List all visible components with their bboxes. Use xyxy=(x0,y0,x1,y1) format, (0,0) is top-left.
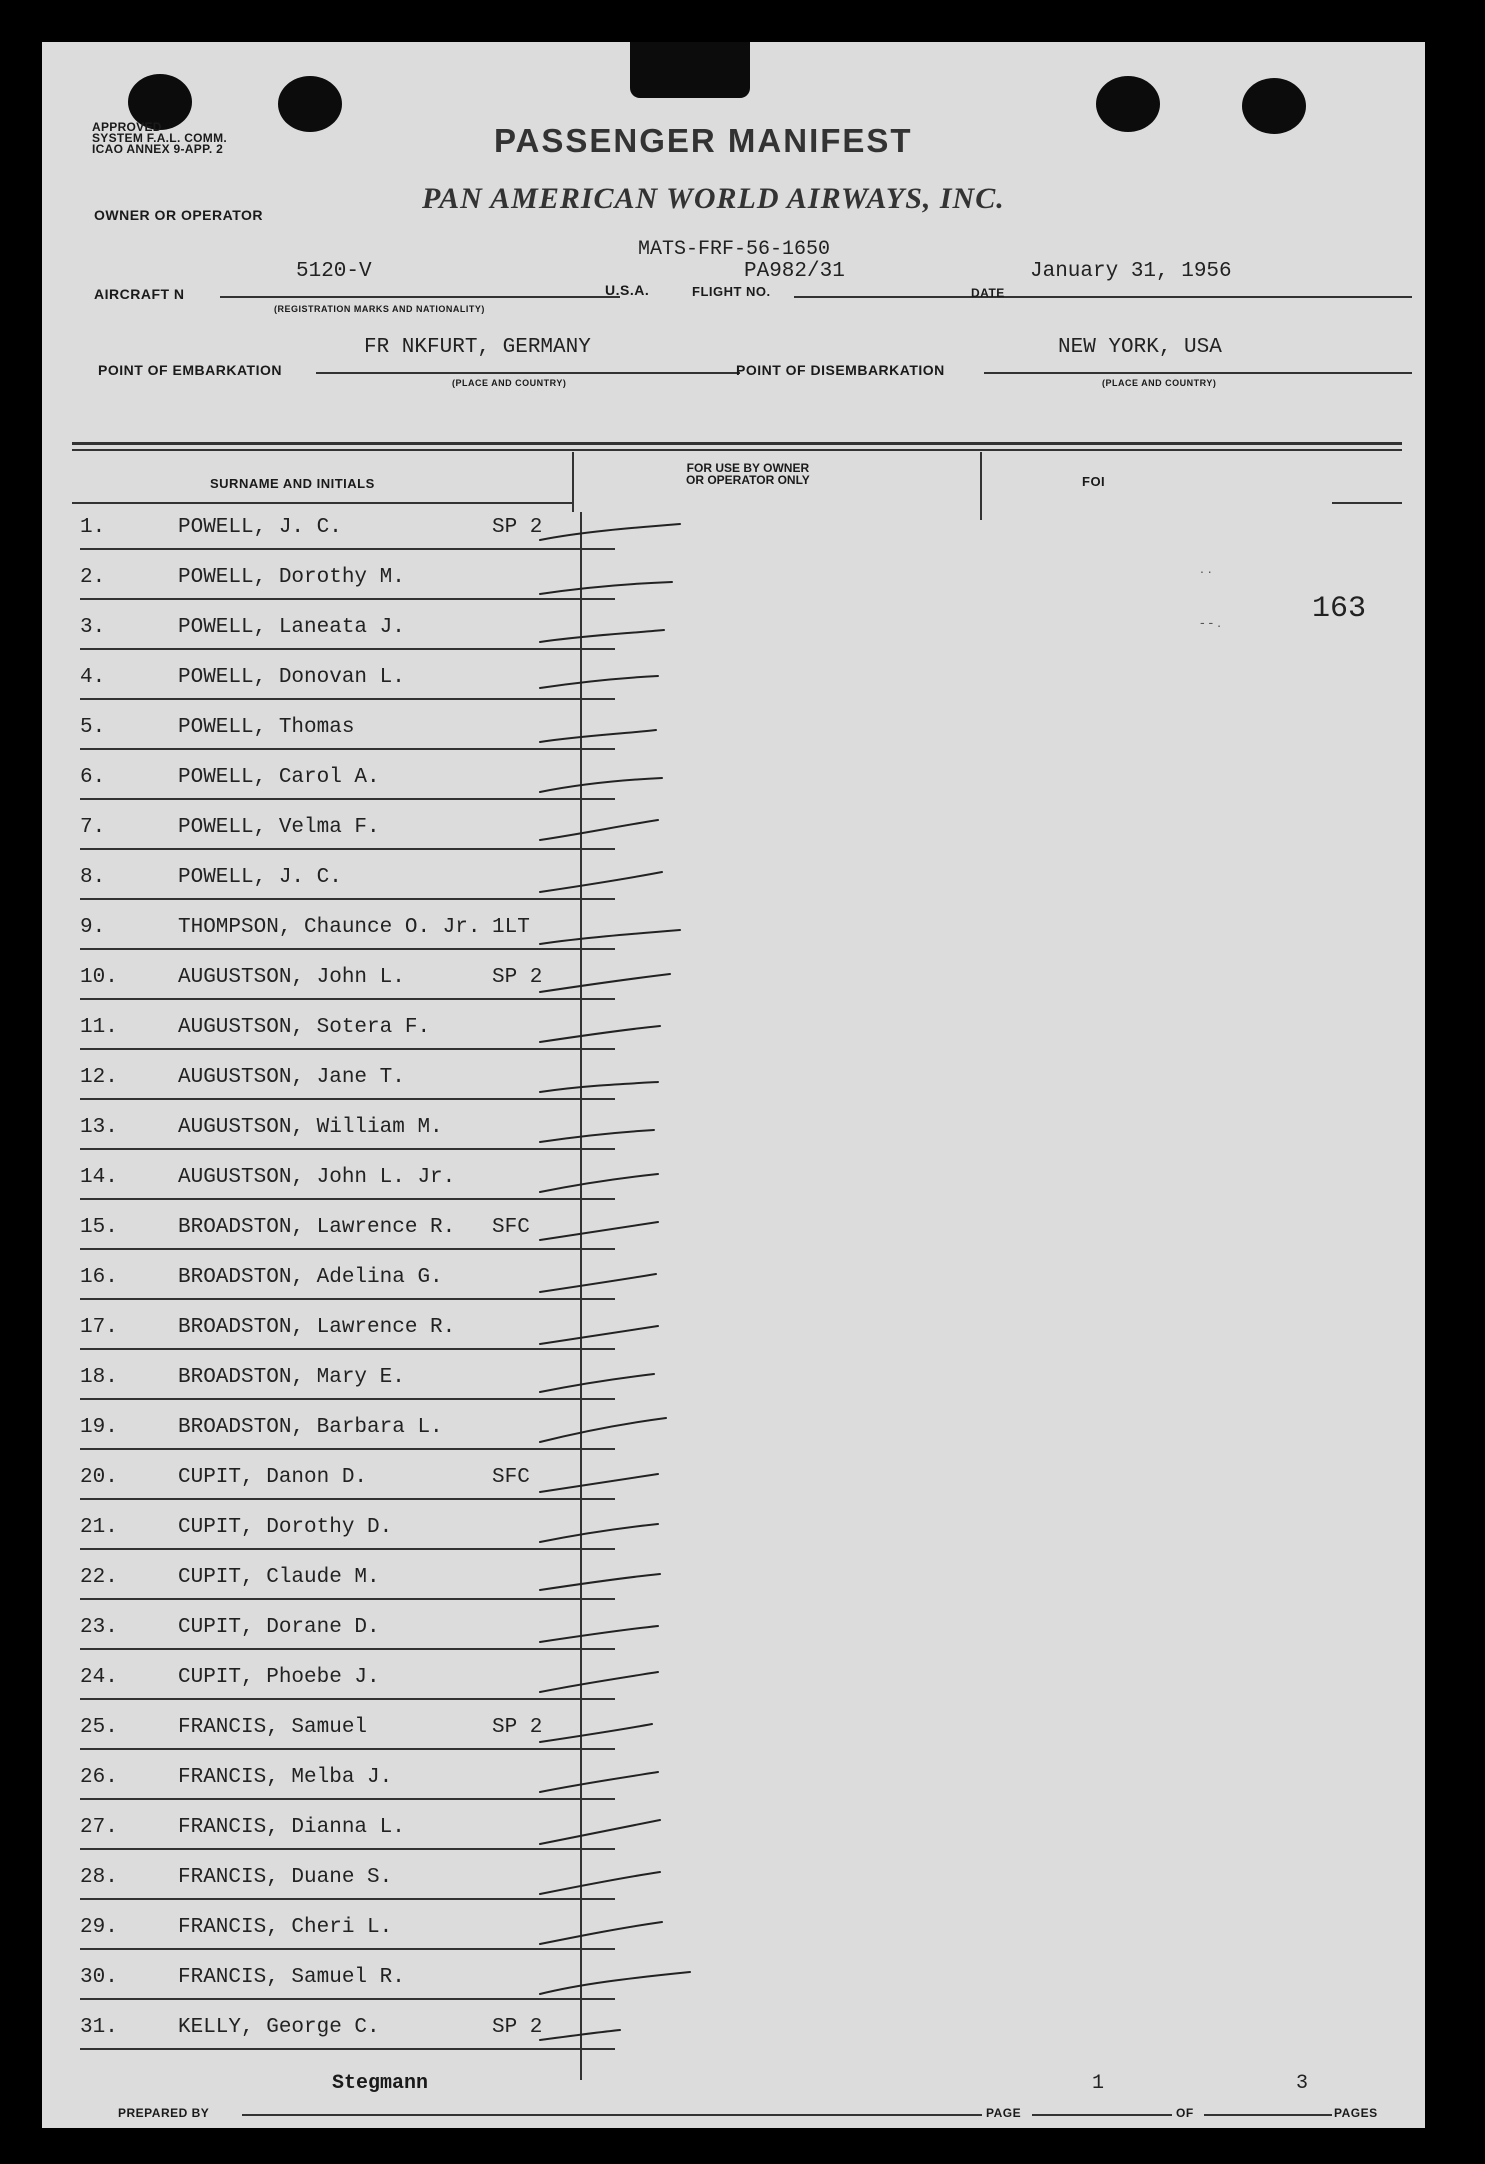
check-mark xyxy=(540,968,690,1008)
list-item xyxy=(80,1160,620,1208)
passenger-name: AUGUSTSON, John L. Jr. xyxy=(178,1166,456,1189)
column-divider xyxy=(572,452,574,512)
row-underline xyxy=(80,598,615,600)
check-mark xyxy=(540,518,690,558)
row-number: 14. xyxy=(80,1166,118,1189)
disembarkation-rule xyxy=(984,372,1412,374)
passenger-name: POWELL, Laneata J. xyxy=(178,616,405,639)
place-note-2: (PLACE AND COUNTRY) xyxy=(1102,378,1217,388)
check-mark xyxy=(540,568,690,608)
row-number: 16. xyxy=(80,1266,118,1289)
check-mark xyxy=(540,1418,690,1458)
aircraft-rule xyxy=(220,296,620,298)
column-for: FOI xyxy=(1082,474,1106,489)
list-item xyxy=(80,610,620,658)
row-underline xyxy=(80,1648,615,1650)
owner-label: OWNER OR OPERATOR xyxy=(94,207,263,223)
passenger-name: FRANCIS, Melba J. xyxy=(178,1766,393,1789)
flight-value: PA982/31 xyxy=(744,260,845,283)
passenger-grade: SP 2 xyxy=(492,1716,543,1739)
faint-mark: . . xyxy=(1200,560,1212,576)
row-number: 2. xyxy=(80,566,106,589)
row-number: 20. xyxy=(80,1466,118,1489)
row-number: 13. xyxy=(80,1116,118,1139)
list-item xyxy=(80,810,620,858)
row-number: 28. xyxy=(80,1866,118,1889)
list-item xyxy=(80,560,620,608)
list-item xyxy=(80,1710,620,1758)
list-item xyxy=(80,1360,620,1408)
row-underline xyxy=(80,2048,615,2050)
passenger-name: POWELL, Thomas xyxy=(178,716,355,739)
aircraft-label: AIRCRAFT N xyxy=(94,286,185,302)
of-label: OF xyxy=(1176,2106,1194,2120)
pages-label: PAGES xyxy=(1334,2106,1378,2120)
passenger-name: CUPIT, Phoebe J. xyxy=(178,1666,380,1689)
approval-line: SYSTEM F.A.L. COMM. xyxy=(92,131,228,145)
check-mark xyxy=(540,1218,690,1258)
list-item xyxy=(80,1910,620,1958)
approval-block xyxy=(92,122,227,155)
row-underline xyxy=(80,1248,615,1250)
row-underline xyxy=(80,1548,615,1550)
flight-label: FLIGHT NO. xyxy=(692,284,771,299)
date-rule xyxy=(1014,296,1412,298)
punch-hole xyxy=(1242,78,1306,134)
column-owner-use-line: FOR USE BY OWNER xyxy=(686,461,810,475)
row-number: 4. xyxy=(80,666,106,689)
list-item xyxy=(80,1810,620,1858)
row-number: 21. xyxy=(80,1516,118,1539)
check-mark xyxy=(540,1868,690,1908)
date-value: January 31, 1956 xyxy=(1030,260,1232,283)
list-item xyxy=(80,1310,620,1358)
passenger-name: BROADSTON, Lawrence R. xyxy=(178,1216,456,1239)
approval-line: ICAO ANNEX 9-APP. 2 xyxy=(92,142,224,156)
row-number: 26. xyxy=(80,1766,118,1789)
prepared-value: Stegmann xyxy=(332,2072,429,2095)
row-number: 19. xyxy=(80,1416,118,1439)
passenger-name: AUGUSTSON, Jane T. xyxy=(178,1066,405,1089)
usa-label: U.S.A. xyxy=(605,282,650,298)
row-underline xyxy=(80,1498,615,1500)
passenger-name: BROADSTON, Barbara L. xyxy=(178,1416,443,1439)
passenger-name: CUPIT, Dorane D. xyxy=(178,1616,380,1639)
row-number: 25. xyxy=(80,1716,118,1739)
check-mark xyxy=(540,1618,690,1658)
check-mark xyxy=(540,1368,690,1408)
row-underline xyxy=(80,648,615,650)
check-mark xyxy=(540,618,690,658)
check-mark xyxy=(540,768,690,808)
passenger-name: POWELL, Donovan L. xyxy=(178,666,405,689)
passenger-name: CUPIT, Dorothy D. xyxy=(178,1516,393,1539)
check-mark xyxy=(540,1018,690,1058)
passenger-name: POWELL, Dorothy M. xyxy=(178,566,405,589)
check-mark xyxy=(540,1518,690,1558)
check-mark xyxy=(540,1468,690,1508)
row-number: 12. xyxy=(80,1066,118,1089)
row-underline xyxy=(80,1798,615,1800)
check-mark xyxy=(540,1318,690,1358)
binding-notch xyxy=(630,42,750,98)
manifest-sheet xyxy=(42,42,1425,2128)
row-number: 30. xyxy=(80,1966,118,1989)
of-value: 3 xyxy=(1296,2072,1309,2095)
row-number: 29. xyxy=(80,1916,118,1939)
embarkation-rule xyxy=(316,372,740,374)
passenger-name: BROADSTON, Lawrence R. xyxy=(178,1316,456,1339)
list-item xyxy=(80,760,620,808)
row-underline xyxy=(80,1998,615,2000)
check-mark xyxy=(540,718,690,758)
row-underline xyxy=(80,1898,615,1900)
list-item xyxy=(80,1410,620,1458)
row-number: 31. xyxy=(80,2016,118,2039)
row-number: 7. xyxy=(80,816,106,839)
passenger-name: POWELL, Carol A. xyxy=(178,766,380,789)
row-underline xyxy=(80,798,615,800)
passenger-grade: SP 2 xyxy=(492,2016,543,2039)
place-note: (PLACE AND COUNTRY) xyxy=(452,378,567,388)
check-mark xyxy=(540,1768,690,1808)
page-stamp: 163 xyxy=(1312,592,1367,626)
row-number: 10. xyxy=(80,966,118,989)
passenger-grade: SP 2 xyxy=(492,966,543,989)
row-number: 3. xyxy=(80,616,106,639)
passenger-name: BROADSTON, Mary E. xyxy=(178,1366,405,1389)
embarkation-label: POINT OF EMBARKATION xyxy=(98,362,282,378)
row-number: 1. xyxy=(80,516,106,539)
prepared-label: PREPARED BY xyxy=(118,2106,210,2120)
passenger-name: FRANCIS, Samuel R. xyxy=(178,1966,405,1989)
list-item xyxy=(80,1610,620,1658)
page-label: PAGE xyxy=(986,2106,1022,2120)
row-underline xyxy=(80,898,615,900)
list-item xyxy=(80,1860,620,1908)
list-item xyxy=(80,1760,620,1808)
row-underline xyxy=(80,1398,615,1400)
check-mark xyxy=(540,1268,690,1308)
row-number: 22. xyxy=(80,1566,118,1589)
table-top-rule-2 xyxy=(72,449,1402,451)
faint-mark: - - . xyxy=(1200,614,1221,630)
list-item xyxy=(80,1460,620,1508)
check-mark xyxy=(540,1668,690,1708)
prepared-rule xyxy=(242,2114,982,2116)
row-underline xyxy=(80,548,615,550)
passenger-name: BROADSTON, Adelina G. xyxy=(178,1266,443,1289)
passenger-name: POWELL, J. C. xyxy=(178,516,342,539)
punch-hole xyxy=(1096,76,1160,132)
row-underline xyxy=(80,1448,615,1450)
embarkation-value: FR NKFURT, GERMANY xyxy=(364,336,591,359)
of-rule xyxy=(1204,2114,1332,2116)
row-underline xyxy=(80,1198,615,1200)
check-mark xyxy=(540,1718,690,1758)
list-item xyxy=(80,860,620,908)
check-mark xyxy=(540,668,690,708)
check-mark xyxy=(540,1168,690,1208)
passenger-name: FRANCIS, Duane S. xyxy=(178,1866,393,1889)
page-value: 1 xyxy=(1092,2072,1105,2095)
list-item xyxy=(80,710,620,758)
row-number: 5. xyxy=(80,716,106,739)
row-underline xyxy=(80,1948,615,1950)
row-underline xyxy=(80,1598,615,1600)
passenger-name: POWELL, Velma F. xyxy=(178,816,380,839)
check-mark xyxy=(540,1968,690,2008)
check-mark xyxy=(540,1568,690,1608)
check-mark xyxy=(540,1118,690,1158)
list-item xyxy=(80,1260,620,1308)
airline-name: PAN AMERICAN WORLD AIRWAYS, INC. xyxy=(422,182,1005,215)
column-divider xyxy=(980,452,982,520)
page-rule xyxy=(1032,2114,1172,2116)
header-bottom-rule xyxy=(1332,502,1402,504)
row-underline xyxy=(80,1348,615,1350)
passenger-grade: 1LT xyxy=(492,916,530,939)
row-underline xyxy=(80,1098,615,1100)
row-number: 23. xyxy=(80,1616,118,1639)
check-mark xyxy=(540,2018,690,2058)
list-item xyxy=(80,1560,620,1608)
approval-line: APPROVED xyxy=(92,120,162,134)
passenger-name: AUGUSTSON, William M. xyxy=(178,1116,443,1139)
list-item xyxy=(80,1210,620,1258)
row-number: 24. xyxy=(80,1666,118,1689)
check-mark xyxy=(540,1068,690,1108)
list-item xyxy=(80,660,620,708)
row-underline xyxy=(80,948,615,950)
check-mark xyxy=(540,868,690,908)
check-mark xyxy=(540,1918,690,1958)
passenger-grade: SP 2 xyxy=(492,516,543,539)
registration-note: (REGISTRATION MARKS AND NATIONALITY) xyxy=(274,304,485,314)
passenger-name: CUPIT, Claude M. xyxy=(178,1566,380,1589)
list-item xyxy=(80,1010,620,1058)
disembarkation-value: NEW YORK, USA xyxy=(1058,336,1222,359)
row-underline xyxy=(80,848,615,850)
list-item xyxy=(80,2010,620,2058)
row-underline xyxy=(80,748,615,750)
row-number: 11. xyxy=(80,1016,118,1039)
passenger-grade: SFC xyxy=(492,1216,530,1239)
aircraft-value: 5120-V xyxy=(296,260,372,283)
passenger-name: FRANCIS, Dianna L. xyxy=(178,1816,405,1839)
row-underline xyxy=(80,1748,615,1750)
list-item xyxy=(80,1510,620,1558)
column-owner-use xyxy=(686,462,810,486)
list-item xyxy=(80,510,620,558)
list-item xyxy=(80,1960,620,2008)
list-item xyxy=(80,910,620,958)
passenger-name: THOMPSON, Chaunce O. Jr. xyxy=(178,916,481,939)
row-number: 17. xyxy=(80,1316,118,1339)
list-item xyxy=(80,960,620,1008)
passenger-name: KELLY, George C. xyxy=(178,2016,380,2039)
punch-hole xyxy=(278,76,342,132)
header-bottom-rule xyxy=(72,502,572,504)
passenger-name: CUPIT, Danon D. xyxy=(178,1466,368,1489)
column-owner-use-line: OR OPERATOR ONLY xyxy=(686,473,810,487)
list-item xyxy=(80,1110,620,1158)
row-underline xyxy=(80,698,615,700)
page-title: PASSENGER MANIFEST xyxy=(494,122,913,159)
row-underline xyxy=(80,1298,615,1300)
row-underline xyxy=(80,1848,615,1850)
check-mark xyxy=(540,1818,690,1858)
passenger-grade: SFC xyxy=(492,1466,530,1489)
passenger-name: AUGUSTSON, Sotera F. xyxy=(178,1016,431,1039)
check-mark xyxy=(540,818,690,858)
passenger-name: AUGUSTSON, John L. xyxy=(178,966,405,989)
passenger-name: FRANCIS, Samuel xyxy=(178,1716,368,1739)
row-number: 15. xyxy=(80,1216,118,1239)
row-number: 18. xyxy=(80,1366,118,1389)
mats-number: MATS-FRF-56-1650 xyxy=(638,238,831,261)
list-item xyxy=(80,1660,620,1708)
row-underline xyxy=(80,1148,615,1150)
row-number: 9. xyxy=(80,916,106,939)
passenger-name: POWELL, J. C. xyxy=(178,866,342,889)
column-surname: SURNAME AND INITIALS xyxy=(210,476,375,491)
list-item xyxy=(80,1060,620,1108)
row-number: 27. xyxy=(80,1816,118,1839)
check-mark xyxy=(540,918,690,958)
row-underline xyxy=(80,998,615,1000)
row-underline xyxy=(80,1698,615,1700)
row-number: 6. xyxy=(80,766,106,789)
row-number: 8. xyxy=(80,866,106,889)
passenger-name: FRANCIS, Cheri L. xyxy=(178,1916,393,1939)
date-label: DATE xyxy=(971,286,1005,300)
table-top-rule xyxy=(72,442,1402,445)
disembarkation-label: POINT OF DISEMBARKATION xyxy=(736,362,945,378)
row-underline xyxy=(80,1048,615,1050)
